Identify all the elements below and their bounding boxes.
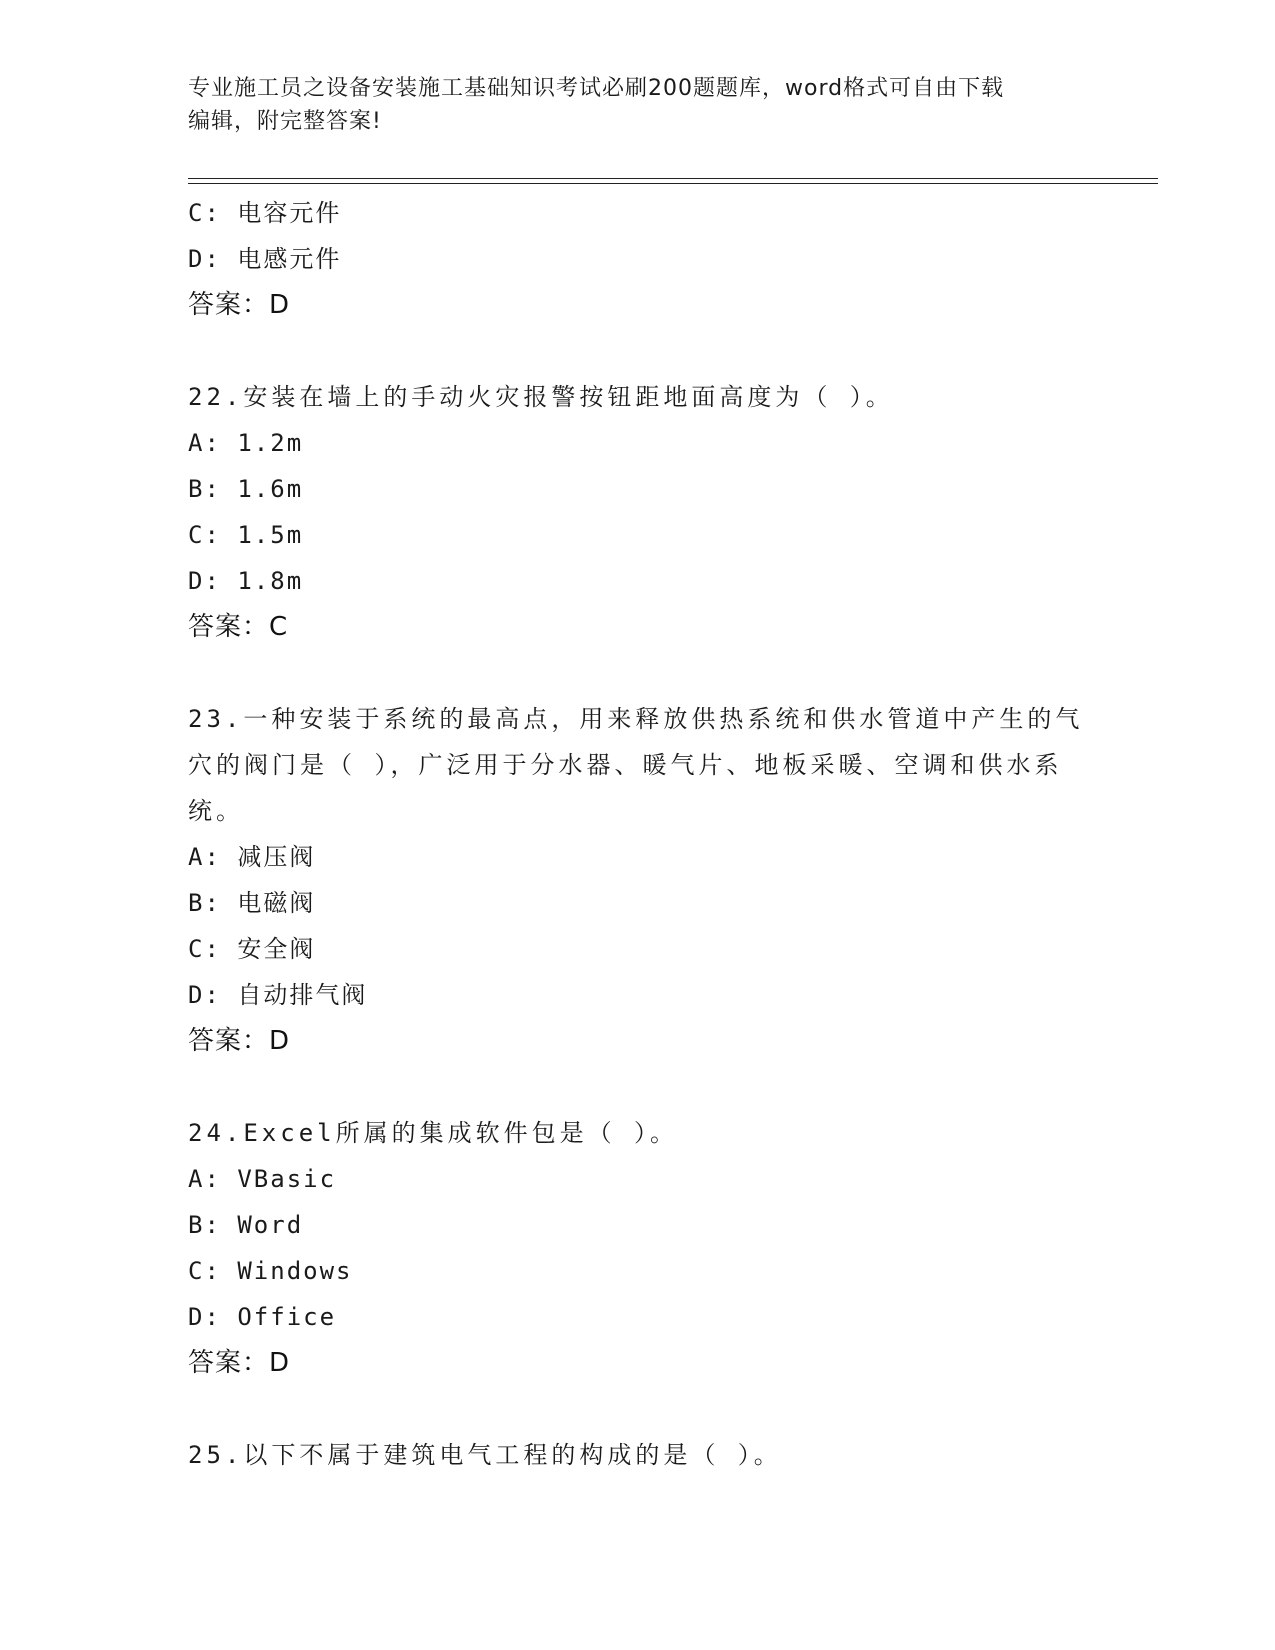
question-21 bbox=[188, 190, 1088, 328]
option-d: D: Office bbox=[188, 1303, 337, 1331]
spacer bbox=[188, 328, 1088, 374]
question-stem: 23.一种安装于系统的最高点，用来释放供热系统和供水管道中产生的气穴的阀门是（ ），广泛用于分水器、暖气片、地板采暖、空调和供水系统。 bbox=[188, 705, 1084, 825]
spacer bbox=[188, 1064, 1088, 1110]
header-title-line-1: 专业施工员之设备安装施工基础知识考试必刷200题题库，word格式可自由下载 bbox=[188, 76, 1005, 101]
answer-line: 答案：C bbox=[188, 612, 289, 642]
option-a: A: 减压阀 bbox=[188, 843, 316, 871]
question-stem: 25.以下不属于建筑电气工程的构成的是（ ）。 bbox=[188, 1441, 782, 1469]
option-d: D: 1.8m bbox=[188, 567, 304, 595]
question-22 bbox=[188, 374, 1088, 650]
spacer bbox=[188, 1386, 1088, 1432]
option-c: C: Windows bbox=[188, 1257, 353, 1285]
question-list bbox=[188, 190, 1088, 1478]
option-b: B: Word bbox=[188, 1211, 304, 1239]
option-a: A: 1.2m bbox=[188, 429, 304, 457]
option-d: D: 自动排气阀 bbox=[188, 981, 368, 1009]
option-c: C: 电容元件 bbox=[188, 199, 342, 227]
question-25 bbox=[188, 1432, 1088, 1478]
question-24 bbox=[188, 1110, 1088, 1386]
header-divider-top bbox=[188, 178, 1158, 179]
answer-line: 答案：D bbox=[188, 1026, 291, 1056]
answer-line: 答案：D bbox=[188, 290, 291, 320]
option-b: B: 电磁阀 bbox=[188, 889, 316, 917]
option-c: C: 安全阀 bbox=[188, 935, 316, 963]
question-stem: 22.安装在墙上的手动火灾报警按钮距地面高度为（ ）。 bbox=[188, 383, 894, 411]
answer-line: 答案：D bbox=[188, 1348, 291, 1378]
question-23 bbox=[188, 696, 1088, 1064]
option-d: D: 电感元件 bbox=[188, 245, 342, 273]
question-stem: 24.Excel所属的集成软件包是（ ）。 bbox=[188, 1119, 679, 1147]
spacer bbox=[188, 650, 1088, 696]
header-divider-bottom bbox=[188, 183, 1158, 184]
option-c: C: 1.5m bbox=[188, 521, 304, 549]
document-header bbox=[188, 72, 1078, 138]
header-title-line-2: 编辑，附完整答案! bbox=[188, 109, 382, 134]
option-a: A: VBasic bbox=[188, 1165, 337, 1193]
option-b: B: 1.6m bbox=[188, 475, 304, 503]
